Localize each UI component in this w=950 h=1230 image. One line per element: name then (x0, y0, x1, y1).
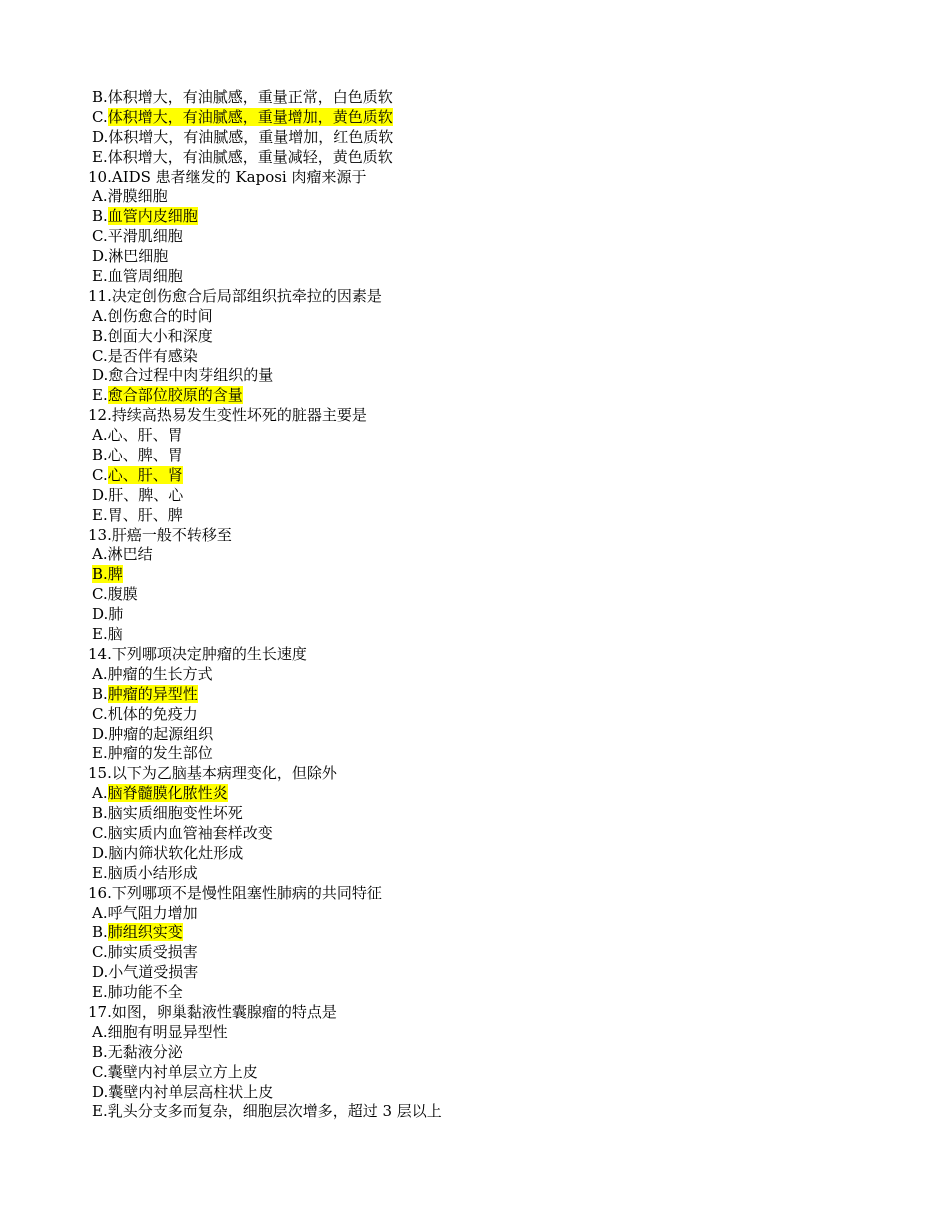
question-stem: 16.下列哪项不是慢性阻塞性肺病的共同特征 (88, 883, 382, 902)
option-text-highlighted: 肿瘤的异型性 (107, 684, 198, 703)
option-text: 囊壁内衬单层高柱状上皮 (108, 1082, 274, 1101)
option-text: 囊壁内衬单层立方上皮 (107, 1062, 258, 1081)
answer-option (88, 1043, 908, 1063)
option-letter: B. (92, 326, 108, 345)
option-letter: D. (92, 127, 109, 146)
answer-option (88, 108, 908, 128)
option-letter: E. (92, 863, 108, 882)
option-letter: C. (92, 346, 108, 365)
answer-option (88, 486, 908, 506)
answer-option (88, 804, 908, 824)
option-letter: A. (92, 545, 108, 564)
option-letter: B. (92, 1042, 108, 1061)
option-text: 体积增大，有油腻感，重量减轻，黄色质软 (107, 147, 393, 166)
answer-option (88, 725, 908, 745)
option-letter: C. (92, 227, 108, 246)
option-text: 乳头分支多而复杂，细胞层次增多，超过 3 层以上 (107, 1102, 442, 1121)
answer-option (88, 426, 908, 446)
option-text: 脑内筛状软化灶形成 (108, 843, 244, 862)
option-letter: A. (92, 784, 108, 803)
option-text: 肺功能不全 (107, 983, 183, 1002)
option-letter: B. (92, 684, 108, 703)
option-text: 肺 (108, 605, 124, 624)
option-letter: C. (92, 823, 108, 842)
question-stem: 12.持续高热易发生变性坏死的脏器主要是 (88, 406, 367, 425)
answer-option (88, 864, 908, 884)
answer-option (88, 327, 908, 347)
answer-option (88, 844, 908, 864)
option-letter: D. (92, 1082, 109, 1101)
option-text-highlighted: 血管内皮细胞 (107, 207, 198, 226)
option-text: 滑膜细胞 (107, 187, 168, 206)
option-letter: B. (92, 207, 108, 226)
option-letter: D. (92, 724, 109, 743)
answer-option (88, 506, 908, 526)
option-text: 脑实质内血管袖套样改变 (107, 823, 273, 842)
question-stem: 17.如图，卵巢黏液性囊腺瘤的特点是 (88, 1002, 337, 1021)
option-letter: E. (92, 1102, 108, 1121)
option-text: 肝、脾、心 (108, 485, 184, 504)
option-text: 肺实质受损害 (107, 943, 198, 962)
option-letter: A. (92, 426, 108, 445)
option-letter: D. (92, 605, 109, 624)
option-text: 心、脾、胃 (107, 446, 183, 465)
option-letter: B. (92, 804, 108, 823)
option-text-highlighted: 心、肝、肾 (107, 465, 183, 484)
answer-option (88, 923, 908, 943)
option-text: 脑 (107, 625, 123, 644)
answer-option (88, 247, 908, 267)
answer-option (88, 88, 908, 108)
option-text-highlighted: 愈合部位胶原的含量 (107, 386, 243, 405)
answer-option (88, 466, 908, 486)
option-letter: E. (92, 386, 108, 405)
option-text: 血管周细胞 (107, 267, 183, 286)
answer-option (88, 904, 908, 924)
option-text: 胃、肝、脾 (107, 505, 183, 524)
option-text: 细胞有明显异型性 (107, 1022, 228, 1041)
option-letter: D. (92, 366, 109, 385)
answer-option (88, 148, 908, 168)
answer-option (88, 665, 908, 685)
question-stem: 13.肝癌一般不转移至 (88, 525, 232, 544)
answer-option (88, 685, 908, 705)
option-letter: E. (92, 267, 108, 286)
question-stem: 14.下列哪项决定肿瘤的生长速度 (88, 644, 307, 663)
answer-option (88, 605, 908, 625)
option-text-highlighted: 脾 (107, 565, 123, 584)
answer-option (88, 1083, 908, 1103)
answer-option (88, 446, 908, 466)
option-letter: B. (92, 923, 108, 942)
option-text: 脑实质细胞变性坏死 (107, 804, 243, 823)
answer-option (88, 1023, 908, 1043)
answer-option (88, 705, 908, 725)
option-text: 淋巴结 (107, 545, 153, 564)
answer-option (88, 386, 908, 406)
option-letter: E. (92, 505, 108, 524)
option-letter: C. (92, 1062, 108, 1081)
option-letter: A. (92, 306, 108, 325)
answer-option (88, 187, 908, 207)
answer-option (88, 307, 908, 327)
option-text: 肿瘤的起源组织 (108, 724, 214, 743)
option-text-highlighted: 肺组织实变 (107, 923, 183, 942)
answer-option (88, 1102, 908, 1122)
exam-document (88, 88, 908, 1122)
answer-option (88, 625, 908, 645)
answer-option (88, 784, 908, 804)
option-letter: E. (92, 147, 108, 166)
option-letter: A. (92, 1022, 108, 1041)
option-letter: A. (92, 187, 108, 206)
answer-option (88, 943, 908, 963)
answer-option (88, 227, 908, 247)
option-text: 小气道受损害 (108, 963, 199, 982)
answer-option (88, 545, 908, 565)
option-text: 创面大小和深度 (107, 326, 213, 345)
option-text: 肿瘤的生长方式 (107, 664, 213, 683)
answer-option (88, 207, 908, 227)
option-text-highlighted: 脑脊髓膜化脓性炎 (107, 784, 228, 803)
option-text: 淋巴细胞 (108, 247, 169, 266)
option-text: 体积增大，有油腻感，重量正常，白色质软 (107, 88, 393, 106)
option-text: 愈合过程中肉芽组织的量 (108, 366, 274, 385)
option-letter: A. (92, 903, 108, 922)
option-text: 心、肝、胃 (107, 426, 183, 445)
option-letter: C. (92, 465, 108, 484)
answer-option (88, 128, 908, 148)
option-letter: E. (92, 625, 108, 644)
option-letter: D. (92, 963, 109, 982)
option-letter: C. (92, 107, 108, 126)
answer-option (88, 565, 908, 585)
option-text: 机体的免疫力 (107, 704, 198, 723)
option-letter: E. (92, 983, 108, 1002)
option-letter: C. (92, 585, 108, 604)
answer-option (88, 744, 908, 764)
option-letter: E. (92, 744, 108, 763)
answer-option (88, 963, 908, 983)
option-letter: B. (92, 565, 108, 584)
option-text: 体积增大，有油腻感，重量增加，红色质软 (108, 127, 394, 146)
option-text: 平滑肌细胞 (107, 227, 183, 246)
answer-option (88, 585, 908, 605)
question-stem: 11.决定创伤愈合后局部组织抗牵拉的因素是 (88, 286, 382, 305)
option-text: 脑质小结形成 (107, 863, 198, 882)
option-letter: D. (92, 485, 109, 504)
answer-option (88, 824, 908, 844)
option-letter: C. (92, 943, 108, 962)
option-letter: A. (92, 664, 108, 683)
option-text: 是否伴有感染 (107, 346, 198, 365)
option-text: 创伤愈合的时间 (107, 306, 213, 325)
answer-option (88, 347, 908, 367)
option-text: 无黏液分泌 (107, 1042, 183, 1061)
answer-option (88, 1063, 908, 1083)
answer-option (88, 267, 908, 287)
answer-option (88, 366, 908, 386)
option-letter: D. (92, 843, 109, 862)
answer-option (88, 983, 908, 1003)
option-text: 肿瘤的发生部位 (107, 744, 213, 763)
option-letter: B. (92, 446, 108, 465)
option-text: 腹膜 (107, 585, 138, 604)
option-letter: D. (92, 247, 109, 266)
question-stem: 10.AIDS 患者继发的 Kaposi 肉瘤来源于 (88, 167, 367, 186)
option-letter: B. (92, 88, 108, 106)
question-stem: 15.以下为乙脑基本病理变化，但除外 (88, 764, 337, 783)
option-letter: C. (92, 704, 108, 723)
option-text-highlighted: 体积增大，有油腻感，重量增加，黄色质软 (107, 107, 393, 126)
option-text: 呼气阻力增加 (107, 903, 198, 922)
